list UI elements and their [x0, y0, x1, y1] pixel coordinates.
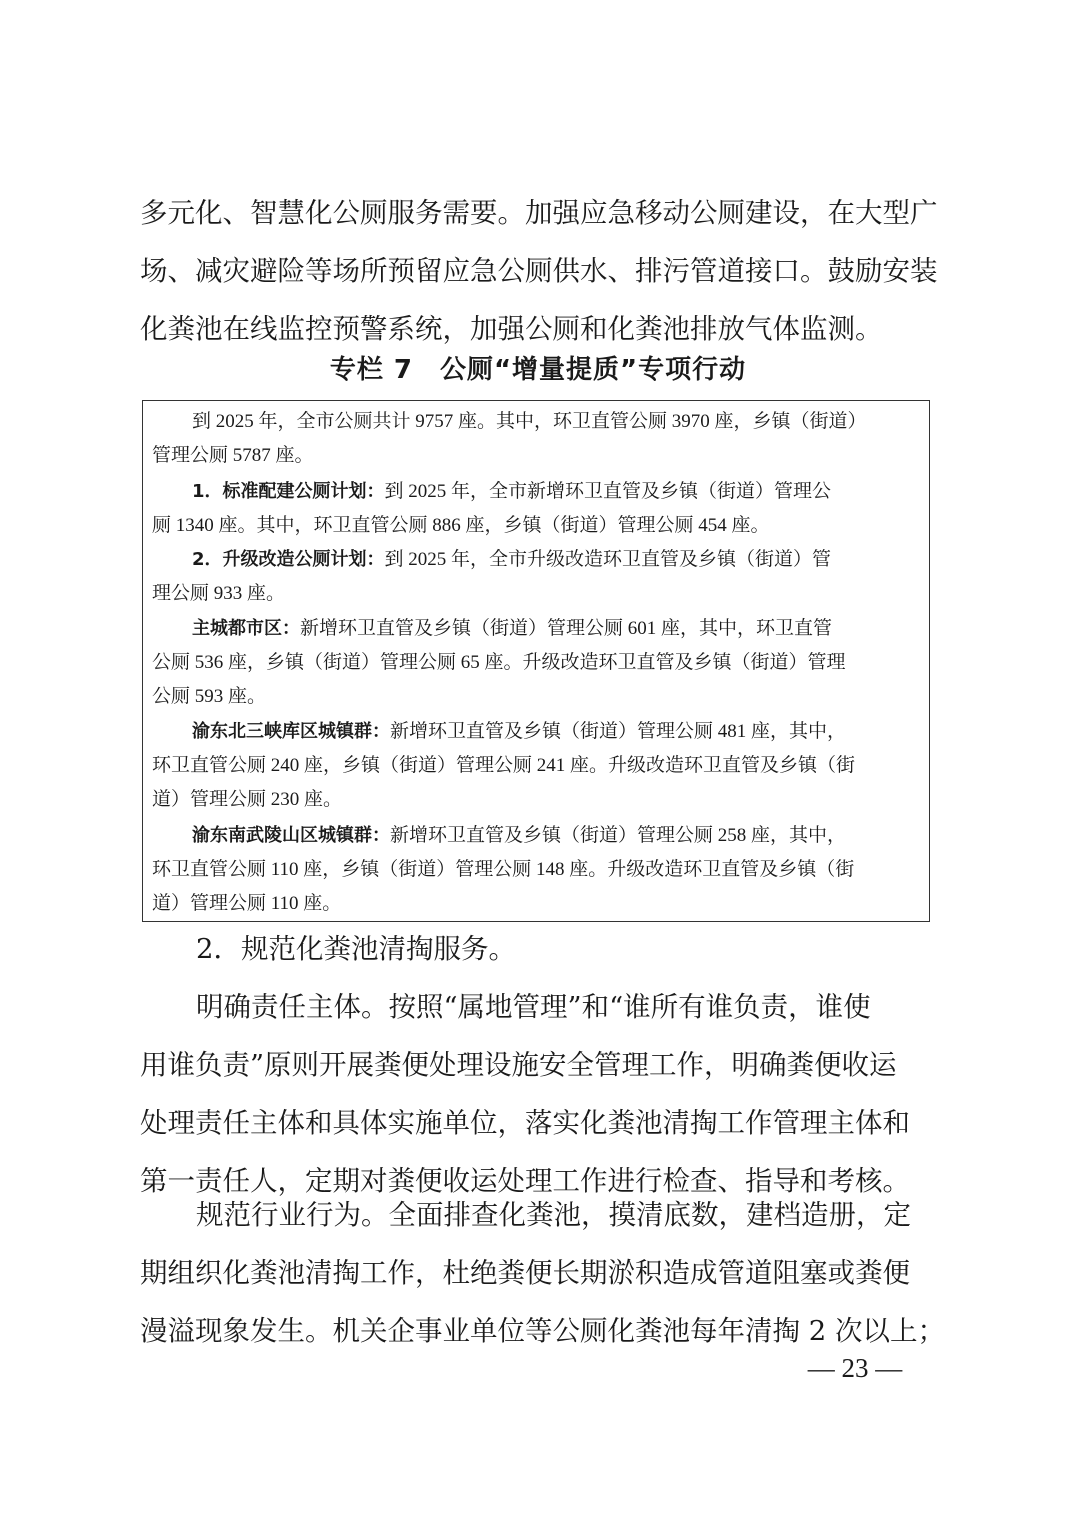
paragraph-line: 处理责任主体和具体实施单位，落实化粪池清掏工作管理主体和 [140, 1107, 910, 1139]
paragraph-line: 期组织化粪池清掏工作，杜绝粪便长期淤积造成管道阻塞或粪便 [140, 1257, 910, 1289]
plan-upgrade-toilets [152, 543, 924, 611]
region-text: 公厕 536 座，乡镇（街道）管理公厕 65 座。升级改造环卫直管及乡镇（街道）管理 [152, 652, 846, 673]
responsibility-paragraph [140, 978, 936, 1210]
intro-line: 化粪池在线监控预警系统，加强公厕和化粪池排放气体监测。 [140, 313, 883, 345]
region-text: 环卫直管公厕 110 座，乡镇（街道）管理公厕 148 座。升级改造环卫直管及乡镇（街 [152, 859, 855, 880]
region-label: 渝东北三峡库区城镇群： [192, 721, 390, 742]
region-label: 主城都市区： [192, 618, 300, 639]
plan-text: 到 2025 年，全市新增环卫直管及乡镇（街道）管理公 [384, 481, 832, 502]
region-text: 新增环卫直管及乡镇（街道）管理公厕 258 座，其中， [390, 825, 847, 846]
plan-label: 2．升级改造公厕计划： [192, 549, 385, 570]
region-text: 道）管理公厕 230 座。 [152, 789, 343, 810]
plan-label: 1．标准配建公厕计划： [192, 481, 385, 502]
plan-text: 理公厕 933 座。 [152, 583, 286, 604]
region-southeast [152, 819, 924, 921]
region-main-city [152, 612, 924, 714]
plan-text: 到 2025 年，全市升级改造环卫直管及乡镇（街道）管 [384, 549, 832, 570]
paragraph-line: 明确责任主体。按照“属地管理”和“谁所有谁负责，谁使 [196, 991, 871, 1023]
region-text: 新增环卫直管及乡镇（街道）管理公厕 601 座，其中，环卫直管 [300, 618, 833, 639]
industry-paragraph [140, 1186, 945, 1360]
plan-text: 厕 1340 座。其中，环卫直管公厕 886 座，乡镇（街道）管理公厕 454 座。 [152, 515, 770, 536]
column-summary [152, 405, 924, 473]
column-title: 专栏 7 公厕“增量提质”专项行动 [329, 355, 747, 385]
intro-line: 场、减灾避险等场所预留应急公厕供水、排污管道接口。鼓励安装 [140, 255, 938, 287]
paragraph-line: 漫溢现象发生。机关企事业单位等公厕化粪池每年清掏 2 次以上； [140, 1315, 945, 1347]
summary-line: 到 2025 年，全市公厕共计 9757 座。其中，环卫直管公厕 3970 座，乡镇（街道） [192, 411, 867, 432]
plan-standard-toilets [152, 475, 924, 543]
region-northeast [152, 715, 924, 817]
region-label: 渝东南武陵山区城镇群： [192, 825, 390, 846]
region-text: 道）管理公厕 110 座。 [152, 893, 342, 914]
paragraph-line: 第一责任人，定期对粪便收运处理工作进行检查、指导和考核。 [140, 1165, 910, 1197]
region-text: 环卫直管公厕 240 座，乡镇（街道）管理公厕 241 座。升级改造环卫直管及乡镇（街 [152, 755, 856, 776]
intro-paragraph [140, 184, 936, 358]
paragraph-line: 用谁负责”原则开展粪便处理设施安全管理工作，明确粪便收运 [140, 1049, 897, 1081]
region-text: 公厕 593 座。 [152, 686, 267, 707]
page-number: — 23 — [807, 1353, 903, 1383]
paragraph-line: 规范行业行为。全面排查化粪池，摸清底数，建档造册，定 [196, 1199, 911, 1231]
intro-line: 多元化、智慧化公厕服务需要。加强应急移动公厕建设，在大型广 [140, 197, 938, 229]
summary-line: 管理公厕 5787 座。 [152, 445, 314, 466]
region-text: 新增环卫直管及乡镇（街道）管理公厕 481 座，其中， [390, 721, 847, 742]
section-heading [140, 920, 936, 978]
section-heading-text: 2．规范化粪池清掏服务。 [196, 933, 516, 965]
